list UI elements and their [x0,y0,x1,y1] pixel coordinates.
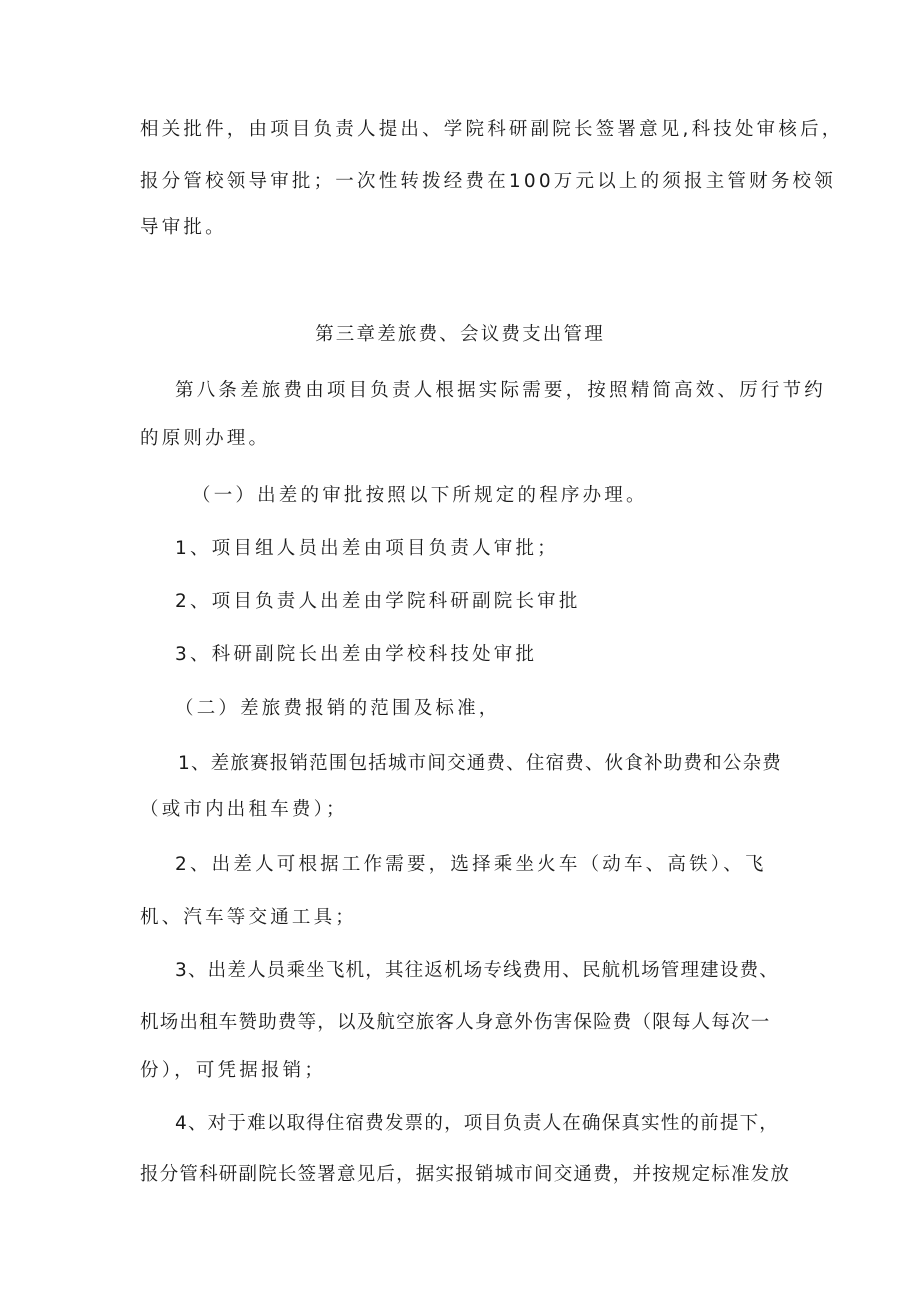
list-item: 4、对于难以取得住宿费发票的，项目负责人在确保真实性的前提下， [175,1113,779,1134]
paragraph-line: 导审批。 [140,217,227,238]
paragraph-line: 相关批件，由项目负责人提出、学院科研副院长签署意见,科技处审核后， [140,119,844,140]
list-item: 3、科研副院长出差由学校科技处审批 [175,644,538,665]
paragraph-line: 机场出租车赞助费等，以及航空旅客人身意外伤害保险费（限每人每次一 [140,1012,771,1033]
list-item: 2、项目负责人出差由学院科研副院长审批 [175,591,581,612]
list-item: 1、差旅赛报销范围包括城市间交通费、住宿费、伙食补助费和公杂费 [178,753,782,774]
paragraph-line: 报分管科研副院长签署意见后，据实报销城市间交通费，并按规定标准发放 [140,1164,791,1185]
paragraph-line: （或市内出租车费）； [140,799,348,820]
list-item: 1、项目组人员出差由项目负责人审批； [175,538,559,559]
paragraph-line: 份），可凭据报销； [140,1060,327,1081]
list-item: 2、出差人可根据工作需要，选择乘坐火车（动车、高铁）、飞 [175,854,767,875]
paragraph-line: 第八条差旅费由项目负责人根据实际需要，按照精简高效、厉行节约 [175,380,827,401]
paragraph-line: 报分管校领导审批；一次性转拨经费在100万元以上的须报主管财务校领 [140,171,836,192]
paragraph-line: 机、汽车等交通工具； [140,907,358,928]
list-item: 3、出差人员乘坐飞机，其往返机场专线费用、民航机场管理建设费、 [175,960,779,981]
list-item-heading: （一）出差的审批按照以下所规定的程序办理。 [192,485,648,506]
list-item-heading: （二）差旅费报销的范围及标准， [175,698,501,719]
chapter-heading: 第三章差旅费、会议费支出管理 [315,324,605,345]
paragraph-line: 的原则办理。 [140,428,271,449]
